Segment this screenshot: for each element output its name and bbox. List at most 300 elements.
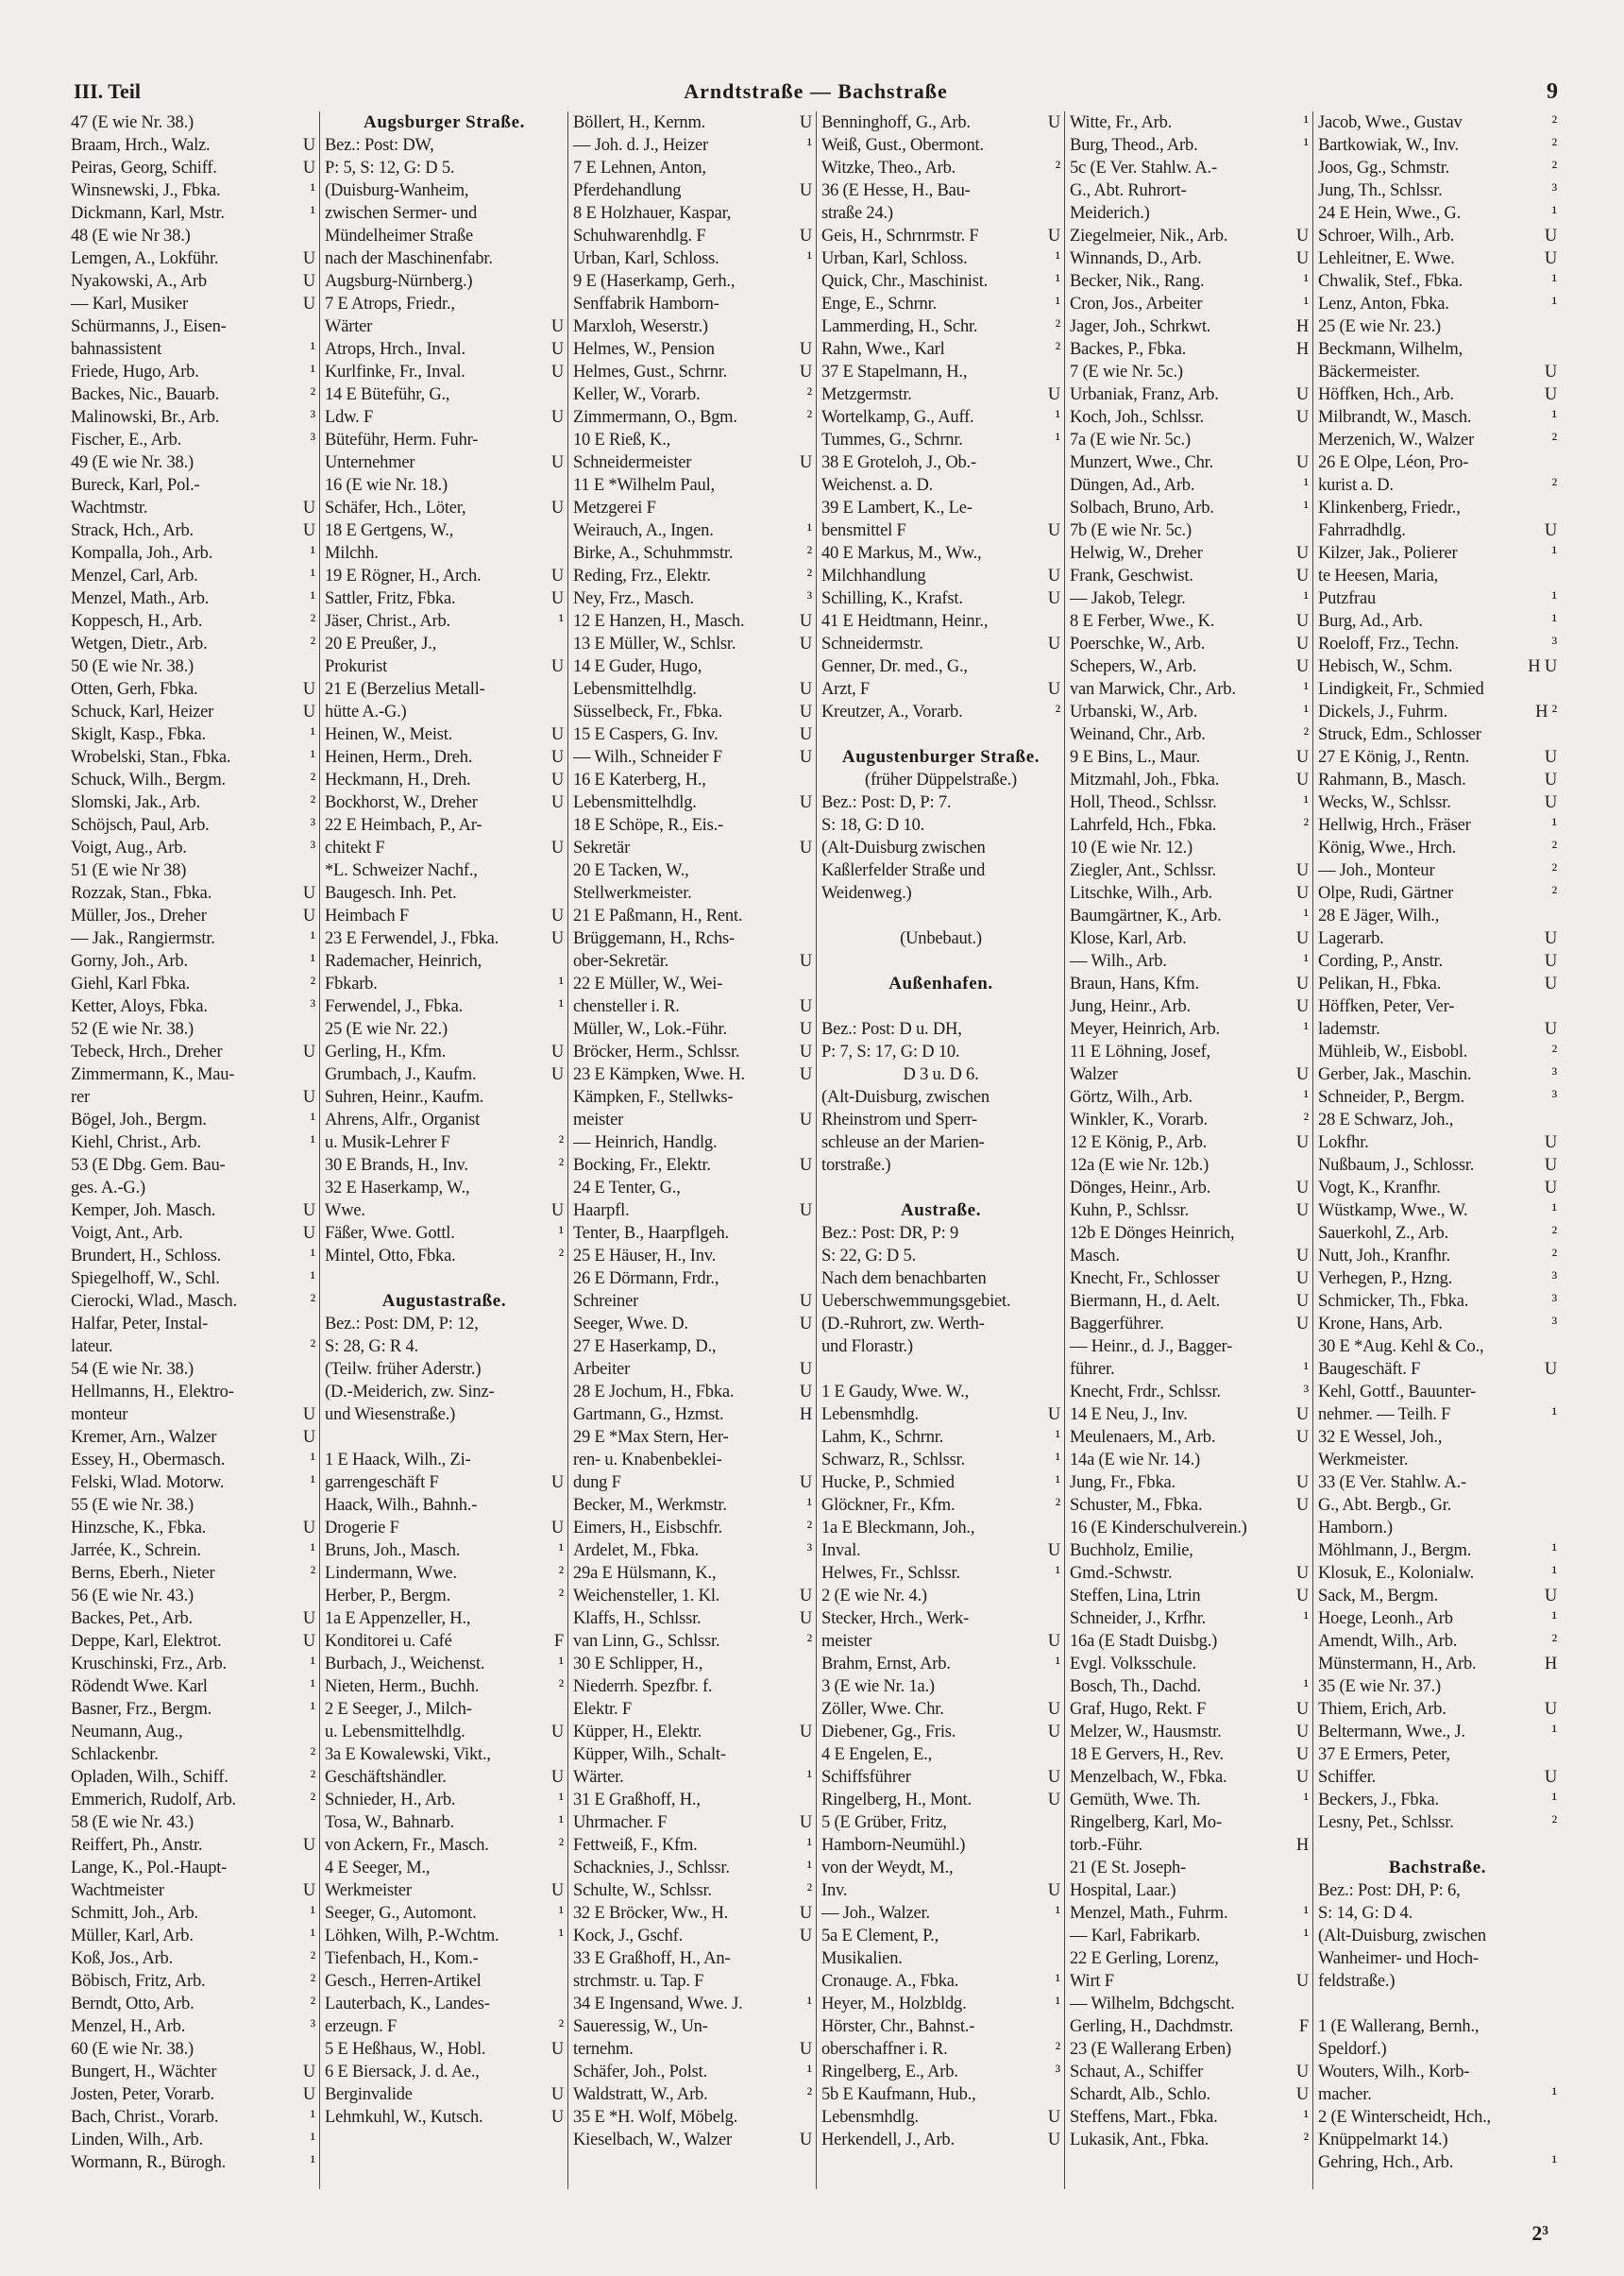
entry-line — [325, 1403, 564, 1426]
entry-text: Meyer, Heinrich, Arb. — [1070, 1020, 1220, 1039]
floor-marker: ¹ — [1055, 1473, 1060, 1492]
floor-marker: ¹ — [806, 1496, 812, 1515]
entry-text: Spiegelhoff, W., Schl. — [71, 1269, 220, 1288]
entry-text: Bockhorst, W., Dreher — [325, 793, 478, 812]
column-4 — [816, 111, 1064, 2189]
entry-line — [325, 1585, 564, 1607]
entry-line — [71, 565, 315, 587]
entry-text: Fahrradhdlg. — [1318, 521, 1406, 540]
entry-line — [573, 655, 812, 678]
entry-text: 10 E Rieß, K., — [573, 431, 671, 450]
entry-line — [1318, 1403, 1557, 1426]
entry-text: Schreiner — [573, 1292, 639, 1311]
entry-line — [1318, 1199, 1557, 1222]
floor-marker: ¹ — [1055, 1904, 1060, 1923]
entry-line — [1318, 791, 1557, 814]
floor-marker: ¹ — [1055, 408, 1060, 427]
entry-text: — Wilh., Arb. — [1070, 952, 1167, 971]
entry-text: Milchh. — [325, 544, 379, 563]
entry-line — [1070, 1290, 1309, 1313]
floor-marker: U — [302, 2063, 315, 2081]
floor-marker: ¹ — [558, 1224, 564, 1243]
entry-line — [821, 1743, 1060, 1766]
entry-text: und Florastr.) — [821, 1337, 913, 1356]
entry-line — [325, 1993, 564, 2015]
entry-text: (Duisburg-Wanheim, — [325, 181, 469, 200]
floor-marker: U — [302, 1428, 315, 1447]
entry-text: 58 (E wie Nr. 43.) — [71, 1813, 194, 1832]
entry-line — [1318, 1381, 1557, 1403]
entry-text: Biermann, H., d. Aelt. — [1070, 1292, 1220, 1311]
entry-text: 3a E Kowalewski, Vikt., — [325, 1745, 491, 1764]
entry-line — [325, 791, 564, 814]
entry-line — [71, 338, 315, 361]
entry-line — [325, 927, 564, 950]
entry-line — [573, 474, 812, 497]
entry-line — [71, 2106, 315, 2129]
entry-line — [1070, 1109, 1309, 1131]
floor-marker: F — [553, 1632, 564, 1651]
floor-marker: ¹ — [310, 1700, 315, 1719]
entry-text: Augsburg-Nürnberg.) — [325, 272, 473, 291]
floor-marker: ¹ — [558, 1791, 564, 1809]
entry-text: 20 E Preußer, J., — [325, 635, 437, 654]
entry-text: Schardt, Alb., Schlo. — [1070, 2085, 1210, 2104]
floor-marker: U — [799, 1904, 812, 1923]
entry-line — [1070, 814, 1309, 837]
floor-marker: U — [799, 997, 812, 1016]
entry-line — [1070, 497, 1309, 519]
entry-line — [1070, 225, 1309, 247]
entry-text: ges. A.-G.) — [71, 1179, 145, 1197]
floor-marker: U — [1047, 567, 1060, 586]
floor-marker: ¹ — [310, 1133, 315, 1152]
entry-line — [1318, 179, 1557, 202]
entry-line — [821, 2106, 1060, 2129]
entry-line — [573, 1585, 812, 1607]
floor-marker: U — [799, 1201, 812, 1220]
entry-text: Rheinstrom und Sperr- — [821, 1111, 977, 1130]
entry-text: Weirauch, A., Ingen. — [573, 521, 714, 540]
entry-text: Joos, Gg., Schmstr. — [1318, 159, 1450, 178]
entry-line — [1070, 769, 1309, 791]
floor-marker: U — [1295, 1201, 1309, 1220]
entry-line — [1318, 2106, 1557, 2129]
entry-line — [573, 905, 812, 927]
entry-line — [325, 1245, 564, 1267]
entry-text: Gerber, Jak., Maschin. — [1318, 1065, 1472, 1084]
entry-line — [1318, 1041, 1557, 1063]
floor-marker: ¹ — [1303, 272, 1309, 291]
entry-text: bensmittel F — [821, 521, 906, 540]
entry-text: Dönges, Heinr., Arb. — [1070, 1179, 1211, 1197]
entry-line — [71, 2061, 315, 2083]
entry-text: Bocking, Fr., Elektr. — [573, 1156, 711, 1175]
entry-text: Inval. — [821, 1541, 861, 1560]
blank-line — [821, 1177, 1060, 1199]
floor-marker: U — [1295, 1247, 1309, 1265]
entry-text: — Jak., Rangiermstr. — [71, 929, 215, 948]
entry-text: 27 E Haserkamp, D., — [573, 1337, 717, 1356]
entry-text: Diebener, Gg., Fris. — [821, 1723, 956, 1741]
entry-text: Buchholz, Emilie, — [1070, 1541, 1193, 1560]
entry-line — [573, 1970, 812, 1993]
entry-text: Koppesch, H., Arb. — [71, 612, 203, 631]
entry-line — [71, 633, 315, 655]
entry-text: Burg, Ad., Arb. — [1318, 612, 1423, 631]
floor-marker: ³ — [806, 589, 812, 608]
entry-text: Schnieder, H., Arb. — [325, 1791, 456, 1809]
entry-line — [573, 973, 812, 995]
entry-text: Cierocki, Wlad., Masch. — [71, 1292, 237, 1311]
entry-text: 27 E König, J., Rentn. — [1318, 748, 1470, 767]
floor-marker: U — [1047, 2131, 1060, 2149]
entry-line — [1318, 1675, 1557, 1698]
entry-line — [573, 1607, 812, 1630]
entry-line — [1070, 678, 1309, 701]
floor-marker: U — [550, 657, 564, 676]
entry-text: 2 E Seeger, J., Milch- — [325, 1700, 472, 1719]
floor-marker: U — [1295, 408, 1309, 427]
entry-text: 12a (E wie Nr. 12b.) — [1070, 1156, 1210, 1175]
floor-marker: H — [1295, 317, 1309, 336]
entry-text: 16 (E Kinderschulverein.) — [1070, 1519, 1247, 1537]
entry-text: Zimmermann, K., Mau- — [71, 1065, 235, 1084]
entry-text: 19 E Rögner, H., Arch. — [325, 567, 482, 586]
entry-line — [325, 338, 564, 361]
entry-line — [71, 1902, 315, 1925]
entry-text: Gerling, H., Dachdmstr. — [1070, 2017, 1234, 2036]
entry-line — [1070, 1834, 1309, 1857]
entry-text: Bach, Christ., Vorarb. — [71, 2108, 219, 2127]
floor-marker: ¹ — [310, 1927, 315, 1945]
entry-text: Ziegler, Ant., Schlssr. — [1070, 861, 1216, 880]
entry-line — [573, 497, 812, 519]
floor-marker: ¹ — [310, 929, 315, 948]
floor-marker: U — [1295, 227, 1309, 246]
entry-line — [325, 1857, 564, 1879]
entry-line — [71, 293, 315, 315]
entry-text: 1a E Appenzeller, H., — [325, 1609, 471, 1628]
entry-text: Roeloff, Frz., Techn. — [1318, 635, 1459, 654]
floor-marker: ² — [1551, 1043, 1557, 1062]
entry-text: torb.-Führ. — [1070, 1836, 1142, 1855]
floor-marker: U — [302, 1405, 315, 1424]
column-2 — [319, 111, 567, 2189]
entry-text: Bez.: Post: DM, P: 12, — [325, 1315, 479, 1333]
entry-line — [573, 315, 812, 338]
entry-line — [1318, 1721, 1557, 1743]
entry-text: Tenter, B., Haarpflgeh. — [573, 1224, 729, 1243]
floor-marker: U — [1047, 385, 1060, 404]
floor-marker: ³ — [1551, 181, 1557, 200]
entry-text: Schneidermeister — [573, 453, 692, 472]
entry-text: Dickels, J., Fuhrm. — [1318, 703, 1448, 722]
entry-text: Wetgen, Dietr., Arb. — [71, 635, 208, 654]
entry-line — [71, 791, 315, 814]
entry-text: Kompalla, Joh., Arb. — [71, 544, 213, 563]
entry-text: Menzel, H., Arb. — [71, 2017, 186, 2036]
floor-marker: ¹ — [1303, 680, 1309, 699]
entry-text: Mündelheimer Straße — [325, 227, 474, 246]
entry-line — [1318, 1766, 1557, 1789]
entry-text: Schuhwarenhdlg. F — [573, 227, 706, 246]
entry-line — [325, 1177, 564, 1199]
street-heading-text: Austraße. — [900, 1200, 982, 1220]
entry-text: Brüggemann, H., Rchs- — [573, 929, 736, 948]
entry-line — [325, 1154, 564, 1177]
floor-marker: ² — [558, 1247, 564, 1265]
entry-text: Holl, Theod., Schlssr. — [1070, 793, 1217, 812]
floor-marker: ¹ — [310, 1451, 315, 1469]
entry-line — [573, 610, 812, 633]
entry-line — [1070, 746, 1309, 769]
entry-line — [1318, 1245, 1557, 1267]
entry-line — [1318, 1335, 1557, 1358]
entry-text: Klinkenberg, Friedr., — [1318, 499, 1461, 518]
entry-line — [821, 814, 1060, 837]
floor-marker: ² — [1055, 159, 1060, 178]
floor-marker: U — [1295, 1496, 1309, 1515]
entry-text: S: 18, G: D 10. — [821, 816, 925, 835]
entry-line — [1070, 1743, 1309, 1766]
entry-text: Grumbach, J., Kaufm. — [325, 1065, 477, 1084]
entry-text: Quick, Chr., Maschinist. — [821, 272, 989, 291]
entry-line — [1318, 361, 1557, 383]
floor-marker: ³ — [1303, 1383, 1309, 1401]
floor-marker: U — [1295, 635, 1309, 654]
entry-line — [821, 519, 1060, 542]
entry-text: Bez.: Post: DR, P: 9 — [821, 1224, 959, 1243]
floor-marker: ¹ — [1303, 589, 1309, 608]
entry-line — [573, 1313, 812, 1335]
entry-text: Thiem, Erich, Arb. — [1318, 1700, 1446, 1719]
entry-text: nehmer. — Teilh. F — [1318, 1405, 1451, 1424]
entry-text: Baggerführer. — [1070, 1315, 1164, 1333]
entry-line — [573, 2129, 812, 2151]
entry-text: lademstr. — [1318, 1020, 1380, 1039]
entry-text: Heckmann, H., Dreh. — [325, 771, 471, 790]
entry-line — [1318, 1131, 1557, 1154]
entry-line — [71, 1630, 315, 1653]
entry-line — [1318, 1947, 1557, 1970]
entry-text: G., Abt. Ruhrort- — [1070, 181, 1187, 200]
entry-text: Jarrée, K., Schrein. — [71, 1541, 201, 1560]
entry-line — [71, 1222, 315, 1245]
floor-marker: U — [1295, 975, 1309, 994]
entry-text: 51 (E wie Nr 38) — [71, 861, 187, 880]
entry-text: Werkmeister — [325, 1881, 412, 1900]
entry-line — [821, 837, 1060, 859]
entry-line — [325, 1313, 564, 1335]
entry-text: Jung, Fr., Fbka. — [1070, 1473, 1176, 1492]
entry-text: Halfar, Peter, Instal- — [71, 1315, 209, 1333]
entry-line — [821, 1335, 1060, 1358]
entry-text: Basner, Frz., Bergm. — [71, 1700, 212, 1719]
entry-text: Otten, Gerh, Fbka. — [71, 680, 198, 699]
entry-line — [573, 1789, 812, 1811]
entry-line — [821, 1721, 1060, 1743]
blank-line — [821, 905, 1060, 927]
entry-line — [71, 1199, 315, 1222]
entry-text: Rozzak, Stan., Fbka. — [71, 884, 212, 903]
entry-line — [821, 497, 1060, 519]
entry-text: Schmitt, Joh., Arb. — [71, 1904, 198, 1923]
entry-text: Backes, P., Fbka. — [1070, 340, 1187, 359]
floor-marker: ² — [558, 2017, 564, 2036]
floor-marker: ² — [310, 612, 315, 631]
floor-marker: U — [1295, 1972, 1309, 1991]
floor-marker: ¹ — [1303, 2108, 1309, 2127]
entry-text: Kiehl, Christ., Arb. — [71, 1133, 201, 1152]
entry-text: kurist a. D. — [1318, 476, 1394, 495]
entry-text: meister — [821, 1632, 872, 1651]
floor-marker: ¹ — [310, 1269, 315, 1288]
floor-marker: U — [799, 113, 812, 132]
floor-marker: U — [550, 1043, 564, 1062]
floor-marker: U — [550, 1065, 564, 1084]
entry-line — [573, 2106, 812, 2129]
entry-line — [325, 1811, 564, 1834]
entry-text: Konditorei u. Café — [325, 1632, 452, 1651]
entry-text: Malinowski, Br., Arb. — [71, 408, 220, 427]
entry-text: Slomski, Jak., Arb. — [71, 793, 201, 812]
floor-marker: ² — [1551, 1632, 1557, 1651]
entry-text: 33 (E Ver. Stahlw. A.- — [1318, 1473, 1466, 1492]
floor-marker: U — [1544, 929, 1557, 948]
entry-text: Becker, M., Werkmstr. — [573, 1496, 727, 1515]
entry-text: Urbaniak, Franz, Arb. — [1070, 385, 1219, 404]
entry-line — [821, 1449, 1060, 1471]
entry-line — [71, 1539, 315, 1562]
floor-marker: U — [1544, 521, 1557, 540]
entry-line — [325, 1539, 564, 1562]
entry-line — [1318, 2083, 1557, 2106]
entry-text: Süsselbeck, Fr., Fbka. — [573, 703, 722, 722]
floor-marker: ¹ — [558, 1541, 564, 1560]
entry-line — [1070, 1789, 1309, 1811]
entry-text: 24 E Tenter, G., — [573, 1179, 681, 1197]
floor-marker: ¹ — [1055, 1564, 1060, 1583]
entry-text: 11 E Löhning, Josef, — [1070, 1043, 1210, 1062]
entry-line — [71, 1154, 315, 1177]
entry-text: (Alt-Duisburg, zwischen — [1318, 1927, 1486, 1945]
entry-text: hütte A.-G.) — [325, 703, 407, 722]
entry-line — [325, 1449, 564, 1471]
entry-text: 7b (E wie Nr. 5c.) — [1070, 521, 1192, 540]
entry-text: schleuse an der Marien- — [821, 1133, 985, 1152]
entry-line — [1070, 1041, 1309, 1063]
floor-marker: ² — [558, 1587, 564, 1605]
floor-marker: U — [302, 907, 315, 926]
entry-text: Hamborn.) — [1318, 1519, 1393, 1537]
floor-marker: ² — [806, 1519, 812, 1537]
entry-line — [1070, 1675, 1309, 1698]
entry-text: Putzfrau — [1318, 589, 1377, 608]
entry-line — [1070, 1131, 1309, 1154]
entry-line — [1318, 1789, 1557, 1811]
entry-text: Böbisch, Fritz, Arb. — [71, 1972, 206, 1991]
entry-text: meister — [573, 1111, 624, 1130]
entry-line — [821, 678, 1060, 701]
floor-marker: ² — [310, 771, 315, 790]
entry-text: Fischer, E., Arb. — [71, 431, 182, 450]
floor-marker: ¹ — [1055, 1428, 1060, 1447]
entry-line — [71, 1653, 315, 1675]
entry-text: Münstermann, H., Arb. — [1318, 1655, 1477, 1673]
floor-marker: ² — [806, 385, 812, 404]
entry-text: 23 (E Wallerang Erben) — [1070, 2040, 1231, 2059]
entry-text: Büteführ, Herm. Fuhr- — [325, 431, 479, 450]
floor-marker: U — [550, 725, 564, 744]
entry-line — [325, 1630, 564, 1653]
entry-text: Wanheimer- und Hoch- — [1318, 1949, 1479, 1968]
entry-line — [1070, 1381, 1309, 1403]
entry-text: Neumann, Aug., — [71, 1723, 183, 1741]
entry-line — [1070, 338, 1309, 361]
entry-line — [71, 429, 315, 451]
floor-marker: U — [550, 1519, 564, 1537]
entry-text: Elektr. F — [573, 1700, 632, 1719]
entry-line — [325, 293, 564, 315]
entry-text: 4 E Seeger, M., — [325, 1859, 431, 1877]
entry-line — [71, 882, 315, 905]
entry-text: Koch, Joh., Schlssr. — [1070, 408, 1204, 427]
entry-line — [71, 1766, 315, 1789]
entry-text: Essey, H., Obermasch. — [71, 1451, 226, 1469]
entry-line — [325, 1041, 564, 1063]
entry-line — [573, 1131, 812, 1154]
street-heading-text: Augustastraße. — [381, 1291, 507, 1311]
entry-line — [71, 2151, 315, 2174]
entry-line — [1318, 429, 1557, 451]
entry-text: Wirt F — [1070, 1972, 1114, 1991]
floor-marker: U — [1047, 1405, 1060, 1424]
entry-line — [1070, 1063, 1309, 1086]
entry-text: Arbeiter — [573, 1360, 631, 1379]
floor-marker: U — [1047, 680, 1060, 699]
floor-marker: ³ — [310, 2017, 315, 2036]
entry-text: 11 E *Wilhelm Paul, — [573, 476, 715, 495]
entry-line — [1070, 1879, 1309, 1902]
entry-text: Voigt, Ant., Arb. — [71, 1224, 183, 1243]
entry-line — [325, 995, 564, 1018]
entry-line — [1318, 451, 1557, 474]
entry-line — [573, 542, 812, 565]
floor-marker: U — [1544, 1360, 1557, 1379]
entry-line — [821, 270, 1060, 293]
entry-text: und Wiesenstraße.) — [325, 1405, 456, 1424]
entry-line — [1318, 1358, 1557, 1381]
entry-line — [821, 1857, 1060, 1879]
entry-text: Wormann, R., Bürogh. — [71, 2153, 227, 2172]
entry-line — [1318, 383, 1557, 406]
entry-text: Gemüth, Wwe. Th. — [1070, 1791, 1201, 1809]
floor-marker: ¹ — [558, 975, 564, 994]
entry-line — [821, 1517, 1060, 1539]
entry-text: Speldorf.) — [1318, 2040, 1387, 2059]
entry-text: Tosa, W., Bahnarb. — [325, 1813, 454, 1832]
entry-line — [1070, 1721, 1309, 1743]
floor-marker: U — [550, 2085, 564, 2104]
entry-text: 30 E Schlipper, H., — [573, 1655, 703, 1673]
floor-marker: U — [1544, 1179, 1557, 1197]
entry-text: Hospital, Laar.) — [1070, 1881, 1176, 1900]
entry-text: Burbach, J., Weichenst. — [325, 1655, 485, 1673]
entry-line — [71, 1109, 315, 1131]
floor-marker: U — [1295, 1269, 1309, 1288]
entry-line — [1318, 837, 1557, 859]
